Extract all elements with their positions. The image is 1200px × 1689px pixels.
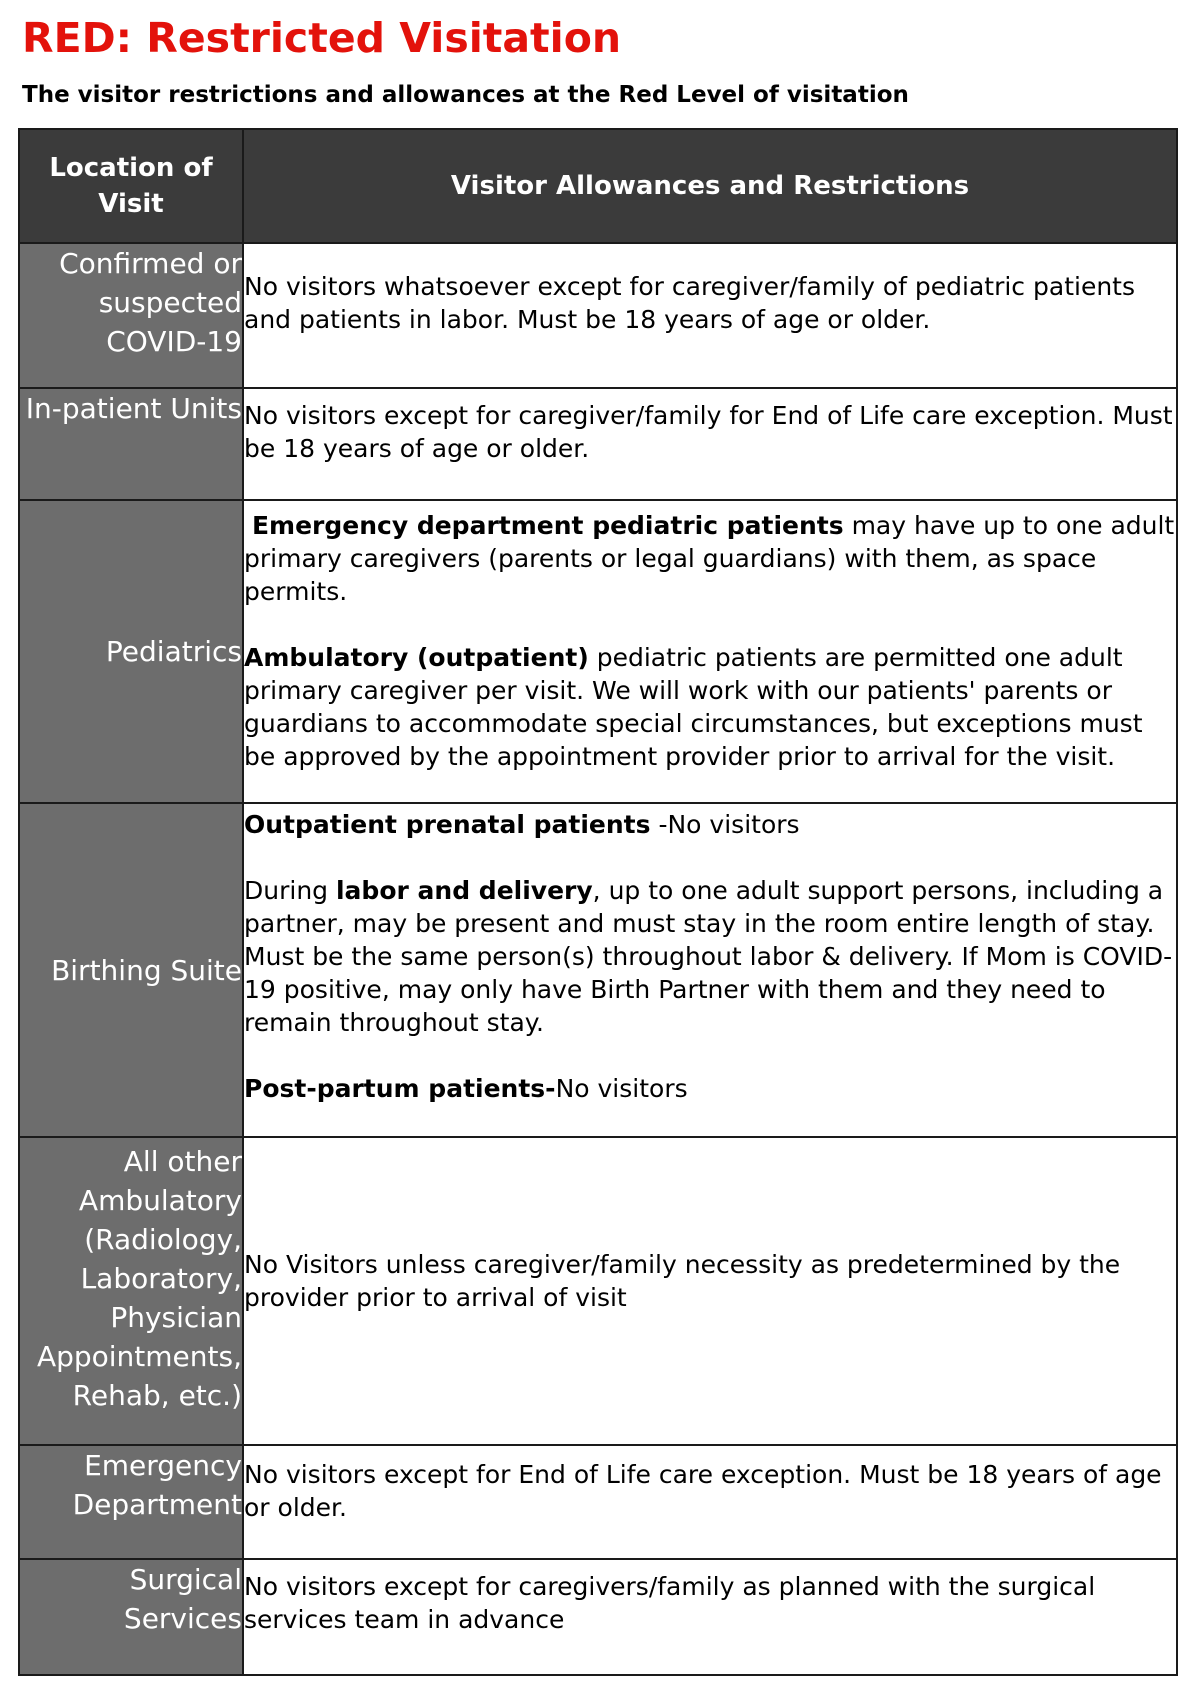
bold-lead: Ambulatory (outpatient) xyxy=(244,643,589,672)
header-allowances: Visitor Allowances and Restrictions xyxy=(243,129,1177,243)
row-text: No visitors except for End of Life care exception. Must be 18 years of age or older. xyxy=(244,1460,1162,1522)
page-title: RED: Restricted Visitation xyxy=(22,14,622,62)
row-location-inpatient: In-patient Units xyxy=(19,388,243,500)
row-text-pediatrics xyxy=(243,500,1177,803)
table-row xyxy=(19,1559,1177,1675)
table-row xyxy=(19,500,1177,803)
paragraph-text: No visitors xyxy=(555,1074,688,1103)
row-text-covid xyxy=(243,243,1177,388)
bold-lead: Outpatient prenatal patients xyxy=(244,810,651,839)
paragraph-text: During xyxy=(244,876,336,905)
birthing-paragraph-3 xyxy=(244,1072,1176,1105)
row-location-ambulatory: All other Ambulatory (Radiology, Laboratory, Physician Appointments, Rehab, etc.) xyxy=(19,1137,243,1445)
table-row xyxy=(19,803,1177,1137)
row-text-ambulatory xyxy=(243,1137,1177,1445)
bold-lead: Emergency department pediatric patients xyxy=(251,511,844,540)
row-text: No visitors except for caregiver/family for End of Life care exception. Must be 18 years of age or older. xyxy=(244,401,1173,463)
table-row xyxy=(19,1137,1177,1445)
row-text-birthing xyxy=(243,803,1177,1137)
visitation-table xyxy=(18,128,1178,1676)
birthing-paragraph-1 xyxy=(244,808,1176,841)
pediatrics-paragraph-1 xyxy=(244,509,1176,608)
table-row xyxy=(19,243,1177,388)
row-text-inpatient xyxy=(243,388,1177,500)
table-row xyxy=(19,388,1177,500)
page-subtitle: The visitor restrictions and allowances at the Red Level of visitation xyxy=(22,82,909,108)
row-text: No visitors except for caregivers/family as planned with the surgical services team in advance xyxy=(244,1572,1096,1634)
table-row xyxy=(19,1445,1177,1559)
pediatrics-paragraph-2 xyxy=(244,641,1176,773)
row-text: No visitors whatsoever except for caregiver/family of pediatric patients and patients in labor. Must be 18 years of age or older. xyxy=(244,272,1135,334)
bold-lead: Post-partum patients- xyxy=(244,1074,556,1103)
row-location-covid: Confirmed or suspected COVID-19 xyxy=(19,243,243,388)
row-location-emergency: Emergency Department xyxy=(19,1445,243,1559)
bold-lead: labor and delivery xyxy=(335,876,593,905)
row-text-emergency xyxy=(243,1445,1177,1559)
row-location-surgical: Surgical Services xyxy=(19,1559,243,1675)
paragraph-text: pediatric patients are permitted one adult primary caregiver per visit. We will work with our patients' parents or guardians to accommodate special circumstances, but exceptions must be approved by the appointment provider prior to arrival for the visit. xyxy=(244,643,1143,771)
row-location-birthing: Birthing Suite xyxy=(19,803,243,1137)
row-text-surgical xyxy=(243,1559,1177,1675)
paragraph-text: -No visitors xyxy=(650,810,800,839)
paragraph-text: may have up to one adult primary caregivers (parents or legal guardians) with them, as space permits. xyxy=(244,511,1175,606)
paragraph-text: , up to one adult support persons, including a partner, may be present and must stay in the room entire length of stay. Must be the same person(s) throughout labor & delivery. If Mom is COVID-19 positive, may only have Birth Partner with them and they need to remain throughout stay. xyxy=(244,876,1173,1037)
header-location: Location of Visit xyxy=(19,129,243,243)
birthing-paragraph-2 xyxy=(244,874,1176,1039)
table-header-row xyxy=(19,129,1177,243)
row-text: No Visitors unless caregiver/family necessity as predetermined by the provider prior to arrival of visit xyxy=(244,1250,1121,1312)
row-location-pediatrics: Pediatrics xyxy=(19,500,243,803)
